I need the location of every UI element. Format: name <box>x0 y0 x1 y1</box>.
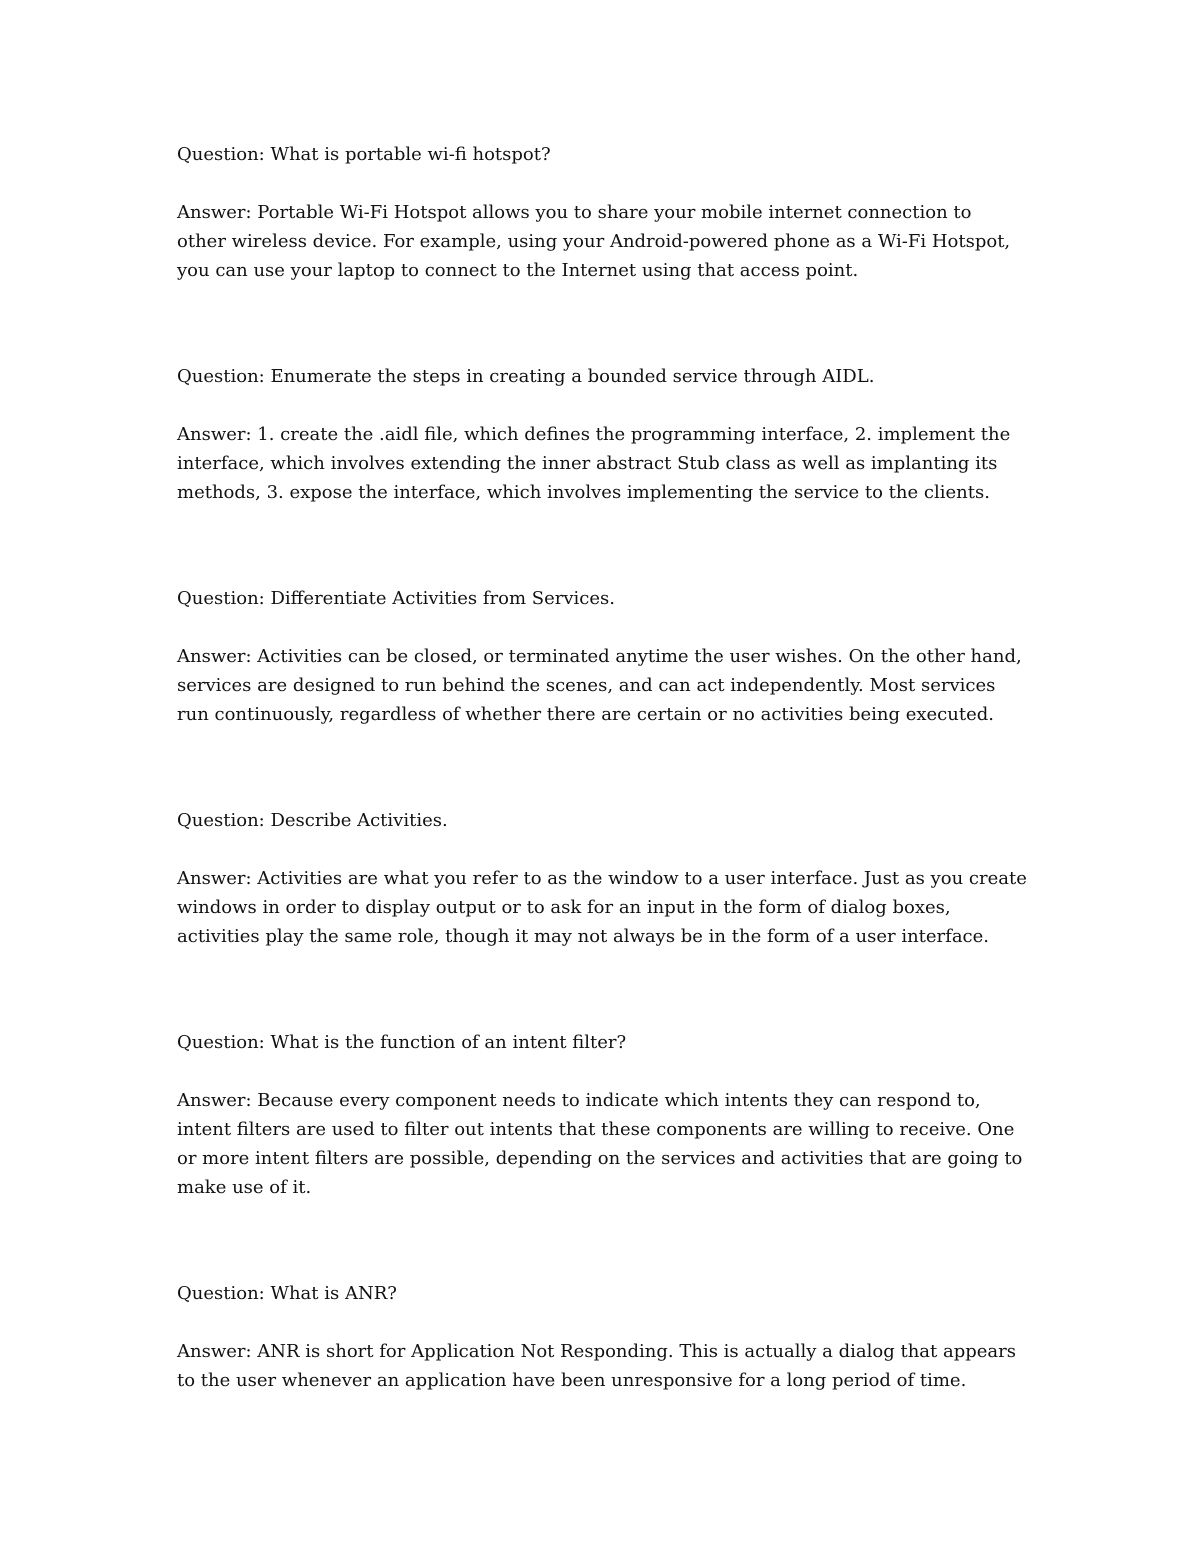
answer-text <box>177 420 1037 507</box>
answer-text <box>177 1086 1037 1202</box>
answer-line: services are designed to run behind the scenes, and can act independently. Most services <box>177 675 996 696</box>
answer-line: Answer: Activities can be closed, or terminated anytime the user wishes. On the other hand, <box>177 646 1022 667</box>
qa-item-2 <box>177 362 1037 507</box>
question-text: Question: What is portable wi-fi hotspot? <box>177 144 551 165</box>
answer-line: Answer: ANR is short for Application Not Responding. This is actually a dialog that appears <box>177 1341 1016 1362</box>
answer-line: intent filters are used to filter out intents that these components are willing to receive. One <box>177 1119 1015 1140</box>
answer-line: interface, which involves extending the inner abstract Stub class as well as implanting its <box>177 453 998 474</box>
qa-item-1 <box>177 140 1037 285</box>
answer-line: or more intent filters are possible, depending on the services and activities that are going to <box>177 1148 1023 1169</box>
question-text: Question: Differentiate Activities from Services. <box>177 588 615 609</box>
answer-line: run continuously, regardless of whether there are certain or no activities being executed. <box>177 704 994 725</box>
answer-line: methods, 3. expose the interface, which involves implementing the service to the clients. <box>177 482 990 503</box>
qa-item-4 <box>177 806 1037 951</box>
answer-line: Answer: Portable Wi-Fi Hotspot allows you to share your mobile internet connection to <box>177 202 972 223</box>
answer-line: Answer: Because every component needs to indicate which intents they can respond to, <box>177 1090 981 1111</box>
answer-line: to the user whenever an application have been unresponsive for a long period of time. <box>177 1370 967 1391</box>
question-text: Question: Describe Activities. <box>177 810 448 831</box>
answer-text <box>177 642 1037 729</box>
qa-item-3 <box>177 584 1037 729</box>
document-body <box>177 140 1037 1472</box>
question-text: Question: What is ANR? <box>177 1283 397 1304</box>
question-text: Question: What is the function of an intent filter? <box>177 1032 627 1053</box>
qa-item-6 <box>177 1279 1037 1395</box>
answer-text <box>177 864 1037 951</box>
answer-line: Answer: 1. create the .aidl file, which defines the programming interface, 2. implement the <box>177 424 1011 445</box>
question-text: Question: Enumerate the steps in creating a bounded service through AIDL. <box>177 366 875 387</box>
answer-line: make use of it. <box>177 1177 312 1198</box>
qa-item-5 <box>177 1028 1037 1202</box>
answer-line: you can use your laptop to connect to the Internet using that access point. <box>177 260 859 281</box>
answer-line: activities play the same role, though it may not always be in the form of a user interface. <box>177 926 990 947</box>
answer-line: other wireless device. For example, using your Android-powered phone as a Wi-Fi Hotspot, <box>177 231 1011 252</box>
answer-text <box>177 198 1037 285</box>
answer-line: Answer: Activities are what you refer to as the window to a user interface. Just as you create <box>177 868 1027 889</box>
answer-line: windows in order to display output or to ask for an input in the form of dialog boxes, <box>177 897 951 918</box>
answer-text <box>177 1337 1037 1395</box>
